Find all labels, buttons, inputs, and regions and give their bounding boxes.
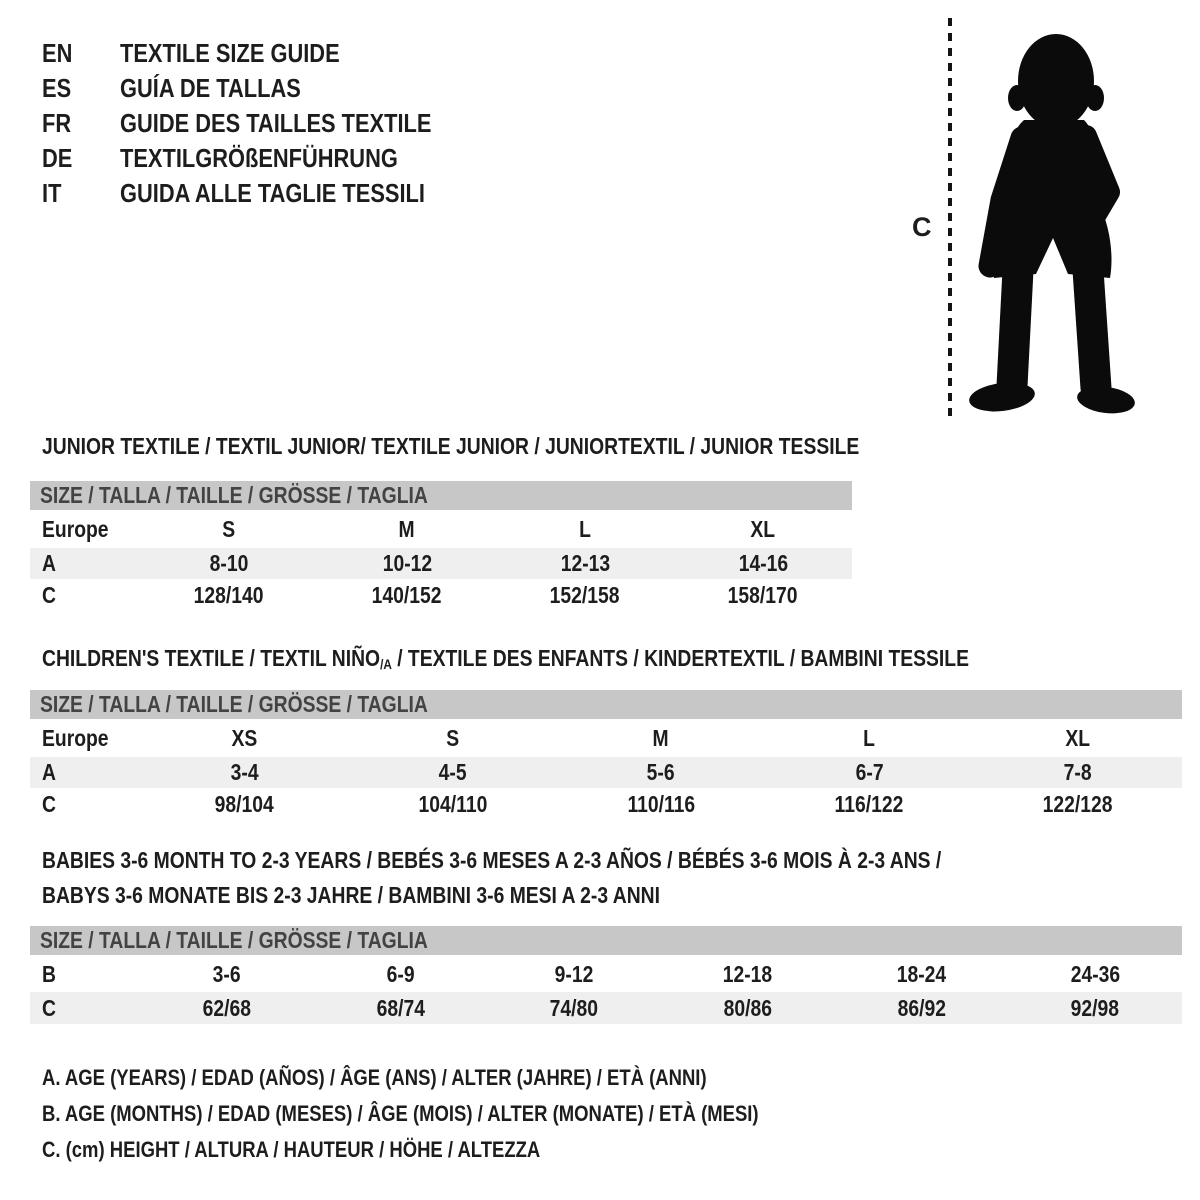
row-label: C xyxy=(42,994,56,1021)
language-code: EN xyxy=(42,38,73,68)
children-section-title-text: CHILDREN'S TEXTILE / TEXTIL NIÑO/A / TEXTILE DES ENFANTS / KINDERTEXTIL / BAMBINI TESSILE xyxy=(42,645,969,672)
table-row xyxy=(30,788,1182,820)
table-cell: 116/122 xyxy=(835,790,904,817)
babies-size-table xyxy=(30,926,1182,1024)
table-cell: M xyxy=(652,725,670,751)
row-label: Europe xyxy=(42,516,109,542)
table-row xyxy=(30,956,1182,992)
babies-title-line1: BABIES 3-6 MONTH TO 2-3 YEARS / BEBÉS 3-6 MESES A 2-3 AÑOS / BÉBÉS 3-6 MOIS À 2-3 ANS / xyxy=(42,847,942,873)
size-header-bar xyxy=(30,926,1182,955)
row-label: B xyxy=(42,960,56,987)
table-cell: L xyxy=(863,725,876,751)
language-title: TEXTILE SIZE GUIDE xyxy=(120,38,340,68)
table-cell: XL xyxy=(750,516,776,542)
table-cell: 128/140 xyxy=(194,581,264,608)
language-list xyxy=(42,36,491,211)
table-cell: S xyxy=(446,725,460,751)
language-title: TEXTILGRÖßENFÜHRUNG xyxy=(120,143,398,173)
table-cell: S xyxy=(222,516,236,542)
height-measure-label: C xyxy=(912,212,932,242)
language-row-it xyxy=(42,176,491,211)
table-cell: 68/74 xyxy=(376,994,425,1021)
toddler-silhouette-icon xyxy=(960,20,1142,420)
row-label: A xyxy=(42,550,56,576)
language-row-de xyxy=(42,141,491,176)
table-cell: 12-18 xyxy=(723,960,773,987)
table-cell: 98/104 xyxy=(214,790,274,817)
language-row-fr xyxy=(42,106,491,141)
table-cell: 152/158 xyxy=(550,581,620,608)
language-title: GUÍA DE TALLAS xyxy=(120,73,301,103)
babies-title-line2: BABYS 3-6 MONATE BIS 2-3 JAHRE / BAMBINI 3-6 MESI A 2-3 ANNI xyxy=(42,882,660,908)
junior-section-title-text: JUNIOR TEXTILE / TEXTIL JUNIOR/ TEXTILE JUNIOR / JUNIORTEXTIL / JUNIOR TESSILE xyxy=(42,433,860,459)
size-header-text: SIZE / TALLA / TAILLE / GRÖSSE / TAGLIA xyxy=(40,482,428,508)
legend-line-a: A. AGE (YEARS) / EDAD (AÑOS) / ÂGE (ANS) / ALTER (JAHRE) / ETÀ (ANNI) xyxy=(42,1065,707,1090)
table-cell: 122/128 xyxy=(1042,790,1113,817)
table-row xyxy=(30,511,852,548)
table-row xyxy=(30,579,852,611)
nino-a-subscript: /A xyxy=(380,656,392,672)
table-cell: 86/92 xyxy=(897,994,946,1021)
height-measure-dashed-line xyxy=(948,18,952,416)
language-row-en xyxy=(42,36,491,71)
table-row xyxy=(30,720,1182,757)
language-code: IT xyxy=(42,178,62,208)
row-label: C xyxy=(42,581,56,608)
row-label: Europe xyxy=(42,725,109,751)
children-section-title xyxy=(42,645,1146,674)
table-cell: 5-6 xyxy=(647,759,675,785)
table-cell: 24-36 xyxy=(1070,960,1120,987)
table-cell: 104/110 xyxy=(418,790,487,817)
table-cell: 9-12 xyxy=(554,960,594,987)
table-cell: XS xyxy=(231,725,258,751)
table-cell: 62/68 xyxy=(202,994,252,1021)
table-cell: 12-13 xyxy=(560,550,610,576)
row-label: C xyxy=(42,790,56,817)
size-header-bar xyxy=(30,690,1182,719)
table-row xyxy=(30,992,1182,1024)
table-cell: XL xyxy=(1065,725,1091,751)
table-cell: 140/152 xyxy=(372,581,442,608)
language-title: GUIDE DES TAILLES TEXTILE xyxy=(120,108,432,138)
table-cell: 92/98 xyxy=(1071,994,1120,1021)
language-code: DE xyxy=(42,143,73,173)
table-row xyxy=(30,548,852,579)
table-cell: 3-4 xyxy=(230,759,259,785)
junior-section-title xyxy=(42,433,1015,459)
table-cell: 158/170 xyxy=(728,581,798,608)
table-cell: 80/86 xyxy=(723,994,773,1021)
legend-line-c: C. (cm) HEIGHT / ALTURA / HAUTEUR / HÖHE / ALTEZZA xyxy=(42,1137,541,1162)
size-header-text: SIZE / TALLA / TAILLE / GRÖSSE / TAGLIA xyxy=(40,691,428,717)
language-code: ES xyxy=(42,73,72,103)
table-cell: 4-5 xyxy=(438,759,467,785)
children-size-table xyxy=(30,690,1182,820)
babies-section-title xyxy=(42,843,1113,913)
size-header-bar xyxy=(30,481,852,510)
size-header-text: SIZE / TALLA / TAILLE / GRÖSSE / TAGLIA xyxy=(40,927,428,953)
table-cell: 8-10 xyxy=(209,550,249,576)
language-code: FR xyxy=(42,108,72,138)
table-cell: 110/116 xyxy=(627,790,695,817)
table-cell: L xyxy=(579,516,591,542)
table-cell: 7-8 xyxy=(1063,759,1092,785)
table-cell: 74/80 xyxy=(549,994,599,1021)
measure-legend xyxy=(42,1060,895,1168)
junior-size-table xyxy=(30,481,852,611)
table-row xyxy=(30,757,1182,788)
table-cell: 10-12 xyxy=(382,550,432,576)
row-label: A xyxy=(42,759,56,785)
table-cell: 3-6 xyxy=(212,960,241,987)
table-cell: 6-7 xyxy=(855,759,884,785)
table-cell: M xyxy=(398,516,416,542)
legend-line-b: B. AGE (MONTHS) / EDAD (MESES) / ÂGE (MOIS) / ALTER (MONATE) / ETÀ (MESI) xyxy=(42,1101,759,1126)
table-cell: 18-24 xyxy=(896,960,947,987)
table-cell: 14-16 xyxy=(738,550,788,576)
language-row-es xyxy=(42,71,491,106)
language-title: GUIDA ALLE TAGLIE TESSILI xyxy=(120,178,425,208)
table-cell: 6-9 xyxy=(386,960,415,987)
